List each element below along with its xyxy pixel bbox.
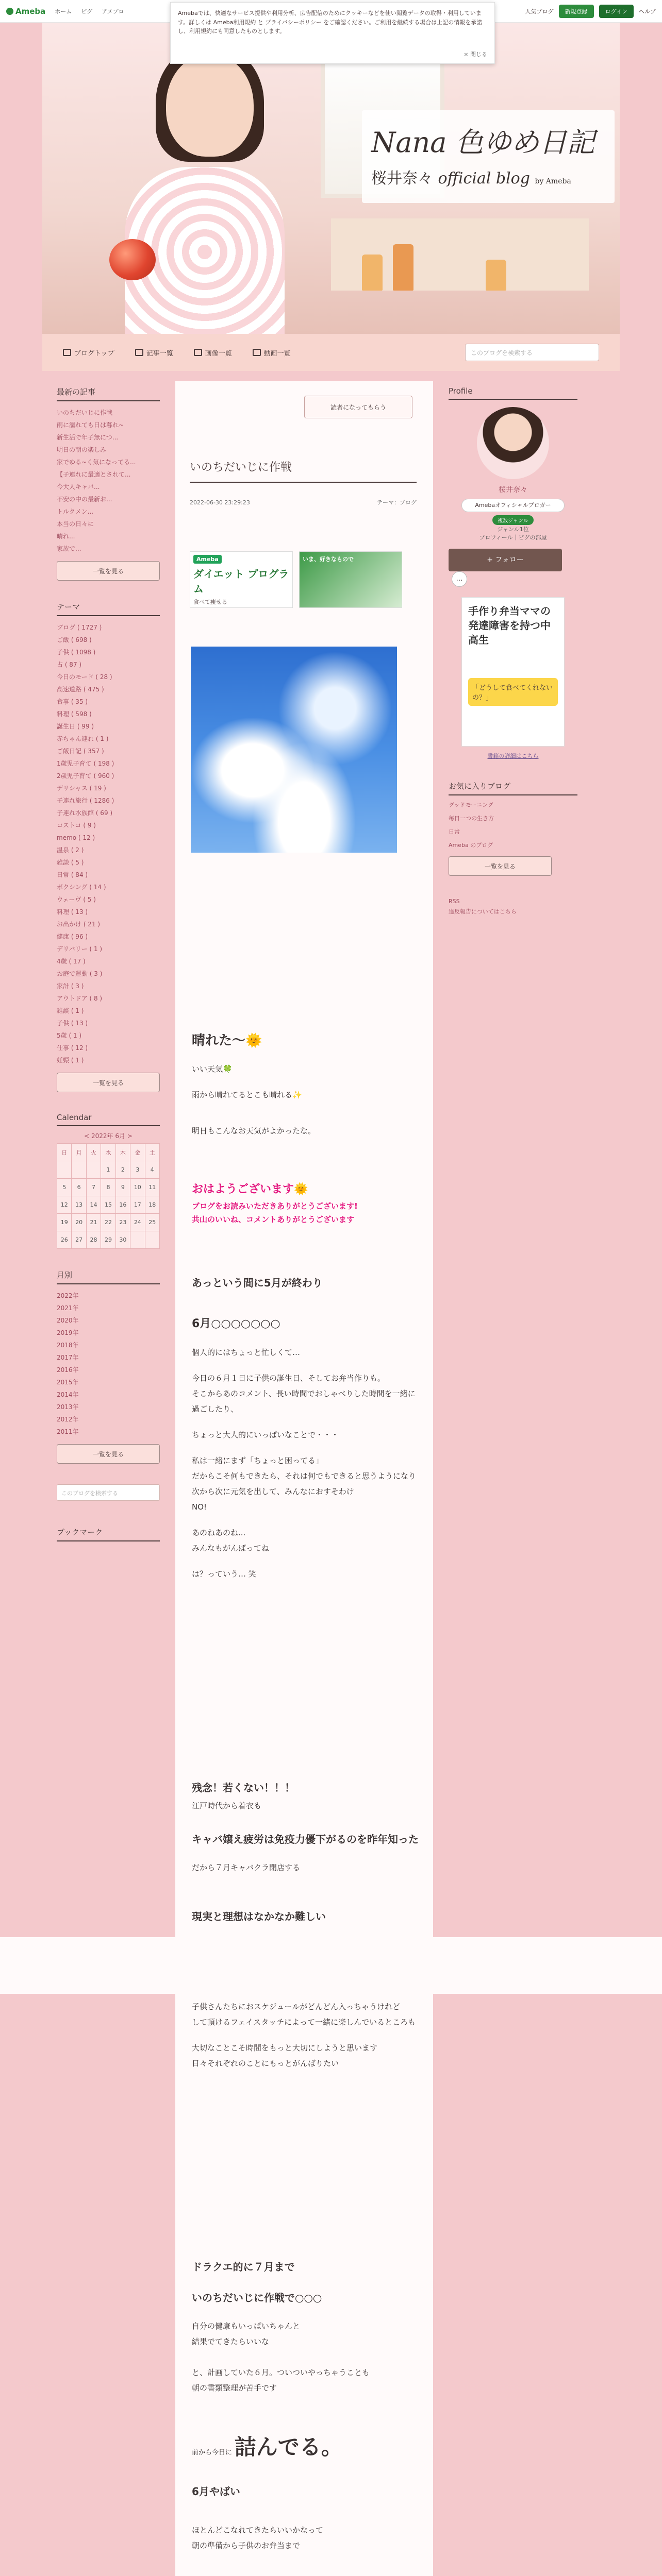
recent-entry[interactable]: いのちだいじに作戦 <box>57 409 113 416</box>
nav-video-list[interactable] <box>253 348 291 358</box>
book-ad[interactable] <box>461 597 565 747</box>
follow-button[interactable]: + フォロー <box>449 549 562 571</box>
home-icon <box>63 349 71 356</box>
favorite-blog[interactable]: 日常 <box>449 828 460 835</box>
article-line: と、計画していた６月。ついついやっちゃうことも <box>192 2368 370 2377</box>
jar-decoration <box>393 244 413 291</box>
recent-entry[interactable]: トルクメン... <box>57 508 94 515</box>
theme-item[interactable]: デリシャス ( 19 ) <box>57 785 106 792</box>
book-detail-link[interactable]: 書籍の詳細はこちら <box>487 753 539 759</box>
calendar-day[interactable]: 6 <box>72 1179 86 1196</box>
cookie-text: Amebaでは、快適なサービス提供や利用分析、広告配信のためにクッキーなどを使い閲覧データの取得・利用しています。詳しくは Ameba利用規約 と プライバシーポリシー をご確認ください。ご利用を継続する場合は上記の情報を承諾し、利用規約にも同意したものとします。 <box>178 10 483 35</box>
ad-badge: Ameba <box>193 555 222 564</box>
article-line: 次から次に元気を出して、みんなにおすそわけ <box>192 1487 354 1496</box>
calendar-day[interactable]: 29 <box>101 1231 115 1249</box>
theme-item[interactable]: ボクシング ( 14 ) <box>57 884 106 891</box>
more-options-button[interactable]: … <box>452 571 467 587</box>
ameba-logo-icon <box>6 8 13 15</box>
theme-item[interactable]: 料理 ( 598 ) <box>57 710 92 718</box>
calendar-day[interactable] <box>130 1231 145 1249</box>
rss-link[interactable]: RSS <box>449 898 460 905</box>
article-line: 明日もこんなお天気がよかったな。 <box>192 1126 316 1136</box>
subtitle-by: by Ameba <box>535 177 571 185</box>
article-line: 朝の書類整理が苦手です <box>192 2383 277 2393</box>
login-button[interactable]: ログイン <box>599 5 634 18</box>
calendar-day[interactable]: 4 <box>145 1161 159 1179</box>
section-heading: 6月やばい <box>192 2485 240 2498</box>
video-icon <box>253 349 261 356</box>
article-line: そこからあのコメント、長い時間でおしゃべりした時間を一緒に過ごしたり、 <box>192 1389 416 1414</box>
theme-list <box>57 621 160 1066</box>
recent-entry[interactable]: 晴れ... <box>57 533 75 540</box>
theme-item[interactable]: 料理 ( 13 ) <box>57 908 88 916</box>
archive-more-button[interactable]: 一覧を見る <box>57 1444 160 1464</box>
blog-header-image <box>42 23 620 334</box>
weekday: 火 <box>86 1144 101 1161</box>
theme-item[interactable]: 食事 ( 35 ) <box>57 698 88 705</box>
recent-entry[interactable]: 明日の朝の楽しみ <box>57 446 107 453</box>
calendar-day[interactable]: 25 <box>145 1214 159 1231</box>
recent-entry[interactable]: 雨に濡れても日は暮れ~ <box>57 421 124 429</box>
quote-heading: 残念！若くない！！！ <box>192 1782 295 1794</box>
calendar-day[interactable]: 15 <box>101 1196 115 1214</box>
sidebar-search-input[interactable]: このブログを検索する <box>57 1484 160 1501</box>
theme-more-button[interactable]: 一覧を見る <box>57 1073 160 1092</box>
theme-item[interactable]: 子連れ旅行 ( 1286 ) <box>57 797 114 804</box>
article-line: 個人的にはちょっと忙しくて… <box>192 1348 301 1357</box>
subtitle-official: official blog <box>438 170 530 188</box>
jar-decoration <box>362 255 383 291</box>
greeting-line: 共山のいいね、コメントありがとうございます <box>192 1215 355 1224</box>
topnav-pigg[interactable]: ピグ <box>81 8 93 15</box>
blog-nav <box>42 334 620 371</box>
list-icon <box>135 349 143 356</box>
theme-item[interactable]: 温泉 ( 2 ) <box>57 846 84 854</box>
rank-row <box>449 515 577 541</box>
article-line: 結果でてきたらいいな <box>192 2337 270 2346</box>
recent-entry[interactable]: 家族で... <box>57 545 81 552</box>
official-badge: Amebaオフィシャルブロガー <box>461 499 565 512</box>
recent-entry[interactable]: 新生活で年子無につ... <box>57 434 119 441</box>
archive-item[interactable]: 2019年 <box>57 1329 79 1336</box>
archive-item[interactable]: 2015年 <box>57 1379 79 1386</box>
right-sidebar <box>449 386 577 917</box>
archive-item[interactable]: 2018年 <box>57 1342 79 1349</box>
ad2-text: いま、好きなもので <box>303 556 354 563</box>
entry-title[interactable]: いのちだいじに作戦 <box>190 459 417 483</box>
profile-title: Profile <box>449 386 577 400</box>
recent-entries-list <box>57 406 160 555</box>
theme-item[interactable]: 健康 ( 96 ) <box>57 933 88 940</box>
favorites-title: お気に入りブログ <box>449 781 577 795</box>
calendar-day[interactable]: 30 <box>115 1231 130 1249</box>
blog-subtitle <box>371 165 605 188</box>
article-line: ちょっと大人的にいっぱいなことで・・・ <box>192 1430 339 1439</box>
article-block-4 <box>192 1906 419 1927</box>
theme-item[interactable]: ご飯日記 ( 357 ) <box>57 748 104 755</box>
calendar-day[interactable]: 24 <box>130 1214 145 1231</box>
brand-label: Ameba <box>15 6 46 16</box>
theme-item[interactable]: 妊娠 ( 1 ) <box>57 1057 84 1064</box>
article-line: あのねあのね... <box>192 1528 246 1537</box>
article-block-7 <box>192 2434 419 2553</box>
theme-item[interactable]: ご飯 ( 698 ) <box>57 636 92 643</box>
theme-item[interactable]: 2歳児子育て ( 960 ) <box>57 772 114 779</box>
theme-item[interactable]: アウトドア ( 8 ) <box>57 995 103 1002</box>
archive-item[interactable]: 2020年 <box>57 1317 79 1324</box>
theme-item[interactable]: 子供 ( 13 ) <box>57 1020 88 1027</box>
page-band <box>0 1937 662 1994</box>
book-title: 手作り弁当ママの発達障害を持つ中高生 <box>468 605 551 646</box>
favorite-blog[interactable]: Ameba のブログ <box>449 842 493 849</box>
nav-label: 記事一覧 <box>146 349 173 358</box>
profile-links[interactable]: プロフィール｜ピグの部屋 <box>479 534 547 541</box>
calendar-day[interactable]: 20 <box>72 1214 86 1231</box>
top-right <box>525 5 656 18</box>
nav-label: ブログトップ <box>74 349 114 358</box>
theme-item[interactable]: 雑談 ( 1 ) <box>57 1007 84 1014</box>
small-prefix: 前から今日に <box>192 2449 233 2456</box>
calendar-day[interactable] <box>86 1161 101 1179</box>
theme-item[interactable]: お庭で運動 ( 3 ) <box>57 970 103 977</box>
theme-item[interactable]: 5歳 ( 1 ) <box>57 1032 82 1039</box>
neighbor-button[interactable]: 読者になってもらう <box>304 396 412 418</box>
greeting-line: ブログをお読みいただきありがとうございます! <box>192 1201 358 1211</box>
theme-item[interactable]: 雑談 ( 5 ) <box>57 859 84 866</box>
calendar-day[interactable] <box>72 1161 86 1179</box>
favorites-more-button[interactable]: 一覧を見る <box>449 856 552 876</box>
big-line: 詰んでる。 <box>234 2434 343 2460</box>
article-block-2 <box>192 1273 419 1582</box>
article-line: 晴れた〜🌞 <box>192 1033 262 1048</box>
theme-item[interactable]: 高速道路 ( 475 ) <box>57 686 104 693</box>
theme-item[interactable]: 日常 ( 84 ) <box>57 871 88 878</box>
section-heading: あっという間に5月が終わり <box>192 1277 323 1289</box>
theme-item[interactable]: 仕事 ( 12 ) <box>57 1044 88 1052</box>
section-heading: いのちだいじに作戦で○○○ <box>192 2292 322 2304</box>
archive-item[interactable]: 2012年 <box>57 1416 79 1423</box>
theme-item[interactable]: ブログ ( 1727 ) <box>57 624 102 631</box>
weekday: 日 <box>57 1144 72 1161</box>
calendar-day[interactable]: 28 <box>86 1231 101 1249</box>
calendar <box>57 1143 160 1249</box>
sky-photo[interactable] <box>191 647 397 853</box>
nav-blog-top[interactable] <box>63 348 114 358</box>
ad-diet-2[interactable] <box>299 551 402 608</box>
greeting-headline: おはようございます🌞 <box>192 1183 308 1196</box>
calendar-day[interactable]: 12 <box>57 1196 72 1214</box>
article-block-5 <box>192 1999 419 2071</box>
calendar-month[interactable]: < 2022年 6月 > <box>84 1132 133 1140</box>
weekday: 土 <box>145 1144 159 1161</box>
calendar-day[interactable]: 3 <box>130 1161 145 1179</box>
greeting-block <box>192 1180 419 1226</box>
article-block-6 <box>192 2257 419 2396</box>
recent-entry[interactable]: 不安の中の最新お... <box>57 496 112 503</box>
archive-item[interactable]: 2013年 <box>57 1403 79 1411</box>
archive-item[interactable]: 2011年 <box>57 1428 79 1435</box>
archive-item[interactable]: 2022年 <box>57 1292 79 1299</box>
theme-item[interactable]: memo ( 12 ) <box>57 834 95 841</box>
blog-title: Nana 色ゆめ日記 <box>371 126 595 159</box>
archive-list <box>57 1290 160 1438</box>
calendar-day[interactable]: 16 <box>115 1196 130 1214</box>
calendar-day[interactable]: 9 <box>115 1179 130 1196</box>
article-block-1 <box>192 1030 419 1139</box>
recent-entry[interactable]: 今大人キャバ... <box>57 483 100 490</box>
article-line: いい天気🍀 <box>192 1064 233 1074</box>
favorite-blog[interactable]: グッドモーニング <box>449 802 493 808</box>
article-line: は？っていう… 笑 <box>192 1569 256 1579</box>
topnav-home[interactable]: ホーム <box>55 8 72 15</box>
popular-blog-link[interactable]: 人気ブログ <box>525 8 554 15</box>
shelf-decoration <box>331 218 589 291</box>
ad-text: 食べて痩せる <box>193 599 227 605</box>
calendar-day[interactable]: 13 <box>72 1196 86 1214</box>
calendar-day[interactable] <box>57 1161 72 1179</box>
tomato-image <box>109 239 156 280</box>
blog-search-input[interactable]: このブログを検索する <box>465 344 599 361</box>
weekday: 木 <box>115 1144 130 1161</box>
calendar-day[interactable]: 22 <box>101 1214 115 1231</box>
signup-button[interactable]: 新規登録 <box>559 5 594 18</box>
theme-item[interactable]: ウェーヴ ( 5 ) <box>57 896 96 903</box>
calendar-day[interactable]: 27 <box>72 1231 86 1249</box>
ad-diet[interactable] <box>190 551 293 608</box>
nav-label: 動画一覧 <box>263 349 291 358</box>
calendar-day[interactable]: 14 <box>86 1196 101 1214</box>
nav-image-list[interactable] <box>194 348 232 358</box>
article-line: NO! <box>192 1502 207 1512</box>
article-line: 大切なことこそ時間をもっと大切にしようと思います <box>192 2043 378 2053</box>
section-heading: 現実と理想はなかなか難しい <box>192 1910 326 1923</box>
ad-headline: ダイエット プログラム <box>193 568 289 595</box>
weekday: 水 <box>101 1144 115 1161</box>
theme-item[interactable]: 4歳 ( 17 ) <box>57 958 86 965</box>
archive-title: 月別 <box>57 1269 160 1284</box>
rank-text: ジャンル1位 <box>497 526 529 533</box>
recent-entry[interactable]: 家でゆる~く気になってる... <box>57 459 136 466</box>
rank-badge: 複数ジャンル <box>492 515 534 525</box>
theme-item[interactable]: 家計 ( 3 ) <box>57 982 84 990</box>
section-heading: 6月○○○○○○○ <box>192 1317 280 1330</box>
calendar-day[interactable]: 1 <box>101 1161 115 1179</box>
ad-row <box>190 551 406 608</box>
left-sidebar <box>57 386 160 1547</box>
theme-item[interactable]: お出かけ ( 21 ) <box>57 921 101 928</box>
report-link[interactable]: 違反報告についてはこちら <box>449 908 517 915</box>
weekday: 月 <box>72 1144 86 1161</box>
calendar-day[interactable]: 11 <box>145 1179 159 1196</box>
theme-item[interactable]: 今日のモード ( 28 ) <box>57 673 112 681</box>
ameba-logo[interactable] <box>6 7 45 16</box>
theme-title: テーマ <box>57 601 160 616</box>
archive-item[interactable]: 2017年 <box>57 1354 79 1361</box>
theme-item[interactable]: デリバリー ( 1 ) <box>57 945 103 953</box>
calendar-title: Calendar <box>57 1113 160 1126</box>
book-subtitle: 「どうして食べてくれないの？」 <box>468 678 558 706</box>
theme-item[interactable]: 子連れ水族館 ( 69 ) <box>57 809 113 817</box>
calendar-day[interactable]: 17 <box>130 1196 145 1214</box>
recent-entry[interactable]: 本当の日々に <box>57 520 94 528</box>
theme-item[interactable]: 占 ( 87 ) <box>57 661 82 668</box>
calendar-day[interactable]: 5 <box>57 1179 72 1196</box>
follow-row <box>449 549 577 587</box>
cookie-close-button[interactable]: × 閉じる <box>464 51 487 58</box>
calendar-day[interactable]: 10 <box>130 1179 145 1196</box>
entry-theme[interactable]: テーマ：ブログ <box>377 499 417 506</box>
article-line: して頂けるフェイスタッチによって一緒に楽しんでいるところも <box>192 2018 416 2027</box>
archive-item[interactable]: 2014年 <box>57 1391 79 1398</box>
weekday: 金 <box>130 1144 145 1161</box>
subtitle-name: 桜井奈々 <box>371 170 433 188</box>
article-line: 自分の健康もいっぱいちゃんと <box>192 2321 301 2331</box>
calendar-day[interactable] <box>145 1231 159 1249</box>
image-icon <box>194 349 202 356</box>
article-line: 今日の６月１日に子供の誕生日、そしてお弁当作りも。 <box>192 1374 386 1383</box>
theme-item[interactable]: コストコ ( 9 ) <box>57 822 96 829</box>
theme-item[interactable]: 子供 ( 1098 ) <box>57 649 96 656</box>
theme-item[interactable]: 誕生日 ( 99 ) <box>57 723 94 730</box>
calendar-day[interactable]: 7 <box>86 1179 101 1196</box>
article-block-3 <box>192 1777 419 1875</box>
article-line: 江戸時代から着衣も <box>192 1801 262 1810</box>
article-line: 私は一緒にまず「ちょっと困ってる」 <box>192 1456 324 1465</box>
recent-entry[interactable]: 【子連れに最適とされて... <box>57 471 131 478</box>
theme-item[interactable]: 赤ちゃん連れ ( 1 ) <box>57 735 109 742</box>
spacer <box>57 1249 160 1269</box>
calendar-day[interactable]: 2 <box>115 1161 130 1179</box>
theme-item[interactable]: 1歳児子育て ( 198 ) <box>57 760 114 767</box>
calendar-day[interactable]: 18 <box>145 1196 159 1214</box>
entry-meta <box>190 497 417 509</box>
article-line: 朝の準備から子供のお弁当まで <box>192 2541 301 2550</box>
bookmark-title: ブックマーク <box>57 1527 160 1541</box>
topnav-amepro[interactable]: アメプロ <box>102 8 124 15</box>
archive-item[interactable]: 2016年 <box>57 1366 79 1374</box>
profile-name[interactable]: 桜井奈々 <box>499 486 527 494</box>
recent-entries-title: 最新の記事 <box>57 386 160 401</box>
jar-decoration <box>486 260 506 291</box>
article-line: 子供さんたちにおスケジュールがどんどん入っちゃうけれど <box>192 2002 401 2011</box>
calendar-day[interactable]: 8 <box>101 1179 115 1196</box>
article-line: 日々それぞれのことにもっとがんばりたい <box>192 2059 339 2068</box>
section-heading: ドラクエ的に７月まで <box>192 2261 295 2273</box>
article-line: 雨から晴れてるとこも晴れる✨ <box>192 1090 302 1099</box>
article-line: みんなもがんばってね <box>192 1544 270 1553</box>
section-heading: キャバ嬢え疲労は免疫力優下がるのを昨年知った <box>192 1833 419 1845</box>
article-line: だからこそ何もできたら、それは何でもできると思うようになり <box>192 1471 417 1481</box>
article-line: だから７月キャバクラ閉店する <box>192 1863 301 1872</box>
calendar-day[interactable]: 19 <box>57 1214 72 1231</box>
calendar-day[interactable]: 23 <box>115 1214 130 1231</box>
favorite-blog[interactable]: 毎日一つの生き方 <box>449 815 494 822</box>
blog-title-board[interactable] <box>362 110 615 203</box>
nav-label: 画像一覧 <box>205 349 232 358</box>
calendar-day[interactable]: 21 <box>86 1214 101 1231</box>
favorites-list <box>449 801 577 850</box>
recent-more-button[interactable]: 一覧を見る <box>57 561 160 581</box>
entry-date: 2022-06-30 23:29:23 <box>190 499 250 506</box>
archive-item[interactable]: 2021年 <box>57 1304 79 1312</box>
profile-avatar[interactable] <box>477 407 549 479</box>
nav-entry-list[interactable] <box>135 348 173 358</box>
article-line: ほとんどこなれてきたらいいかなって <box>192 2526 324 2535</box>
cookie-banner <box>170 2 495 64</box>
person-face <box>166 54 254 157</box>
calendar-day[interactable]: 26 <box>57 1231 72 1249</box>
help-link[interactable]: ヘルプ <box>639 8 656 15</box>
